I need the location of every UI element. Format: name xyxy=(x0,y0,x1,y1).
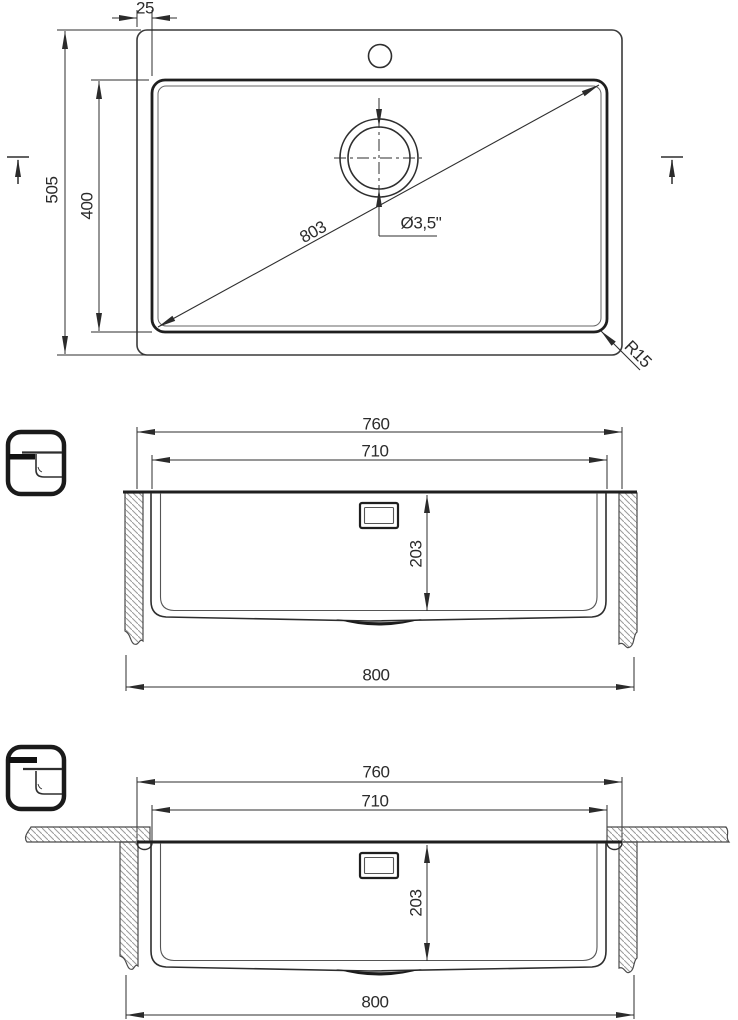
flush-dim-label-760: 760 xyxy=(362,414,390,434)
countertop-hatch-right xyxy=(619,842,637,973)
dim-label-diagonal: 803 xyxy=(296,217,330,247)
under-dim-label-760: 760 xyxy=(362,762,390,782)
dim-400 xyxy=(91,80,152,332)
bowl-outer-shell xyxy=(151,493,606,621)
under-dim-label-710: 710 xyxy=(361,791,389,811)
flush-mount-icon xyxy=(8,432,64,494)
dim-505 xyxy=(57,30,145,355)
under-dim-label-203: 203 xyxy=(406,889,426,917)
bowl-inner-surface xyxy=(161,843,598,961)
section-marker-left xyxy=(7,157,29,184)
dim-label-corner-radius: R15 xyxy=(620,336,656,372)
under-dim-label-800: 800 xyxy=(361,992,389,1012)
top-view-drawing xyxy=(7,10,683,370)
flush-dim-label-203: 203 xyxy=(406,540,426,568)
dim-label-bowl-depth: 400 xyxy=(77,192,97,220)
overflow-hole xyxy=(360,503,398,528)
dim-label-overall-depth: 505 xyxy=(42,176,62,204)
countertop-band-left xyxy=(26,827,150,842)
rim-rolled-edge-left xyxy=(137,843,152,850)
countertop-hatch-left xyxy=(120,842,138,969)
under-section-drawing xyxy=(8,747,729,1019)
flush-section-drawing xyxy=(8,427,637,691)
overflow-hole xyxy=(360,853,398,878)
dim-label-rim-offset: 25 xyxy=(135,0,155,18)
faucet-hole xyxy=(369,45,392,68)
section-marker-right xyxy=(661,157,683,184)
dim-label-tap-hole: Ø3,5" xyxy=(400,213,442,233)
undermount-icon xyxy=(8,747,64,809)
countertop-band-right xyxy=(607,827,729,842)
bowl-inner-surface xyxy=(161,493,598,611)
countertop-hatch-left xyxy=(125,493,143,644)
flush-dim-label-800: 800 xyxy=(362,665,390,685)
flush-dim-label-710: 710 xyxy=(361,441,389,461)
bowl-outer-shell xyxy=(151,843,606,971)
dim-25 xyxy=(112,10,177,76)
countertop-hatch-right xyxy=(619,493,637,648)
